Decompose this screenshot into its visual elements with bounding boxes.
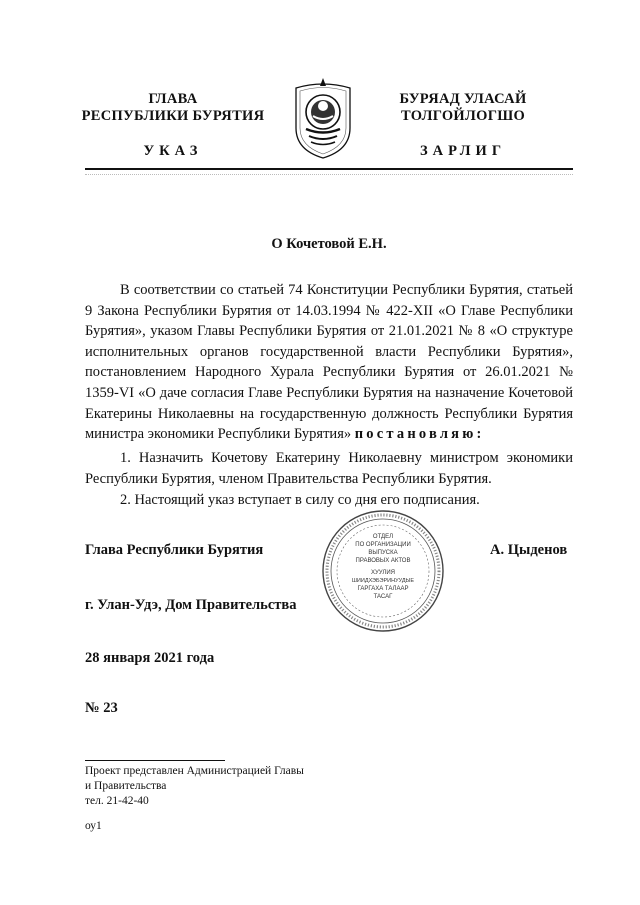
header-right-line2: ТОЛГОЙЛОГШО xyxy=(400,108,526,124)
doc-type-ru: УКАЗ xyxy=(143,143,203,159)
footnote xyxy=(85,764,304,809)
document-code: оу1 xyxy=(85,820,102,832)
decree-item-2: 2. Настоящий указ вступает в силу со дня его подписания. xyxy=(120,492,480,508)
stamp-line-8: ТАСАГ xyxy=(373,594,393,600)
header-left-block xyxy=(78,91,268,125)
signatory-name: А. Цыденов xyxy=(490,542,568,558)
header-right-line1: БУРЯАД УЛАСАЙ xyxy=(399,91,527,107)
stamp-line-7: ГАРГАХА ТАЛААР xyxy=(357,586,409,592)
document-title: О Кочетовой Е.Н. xyxy=(271,236,387,252)
header-divider xyxy=(85,168,573,170)
decree-number: № 23 xyxy=(85,700,118,716)
preamble-paragraph xyxy=(85,280,573,445)
footnote-line1: Проект представлен Администрацией Главы xyxy=(85,765,304,777)
header-left-line1: ГЛАВА xyxy=(148,91,198,107)
decree-word: постановляю: xyxy=(354,426,485,443)
buryatia-coat-of-arms-icon xyxy=(291,76,355,160)
official-round-stamp-icon xyxy=(320,508,446,634)
header-dotted-line xyxy=(85,174,573,176)
stamp-line-1: ОТДЕЛ xyxy=(372,534,394,540)
stamp-line-3: ВЫПУСКА xyxy=(368,550,398,556)
decree-item-1: 1. Назначить Кочетову Екатерину Николаевну министром экономики Республики Бурятия, членом Правительства Республики Бурятия. xyxy=(85,450,573,487)
footnote-line3: тел. 21-42-40 xyxy=(85,795,149,807)
stamp-line-4: ПРАВОВЫХ АКТОВ xyxy=(355,558,411,564)
doc-type-bur: ЗАРЛИГ xyxy=(419,143,507,159)
stamp-line-6: ШИИДХЭБЭРИНУУДЫЕ xyxy=(351,578,415,584)
signing-date: 28 января 2021 года xyxy=(85,650,215,666)
header-left-line2: РЕСПУБЛИКИ БУРЯТИЯ xyxy=(81,108,265,124)
signatory-position: Глава Республики Бурятия xyxy=(85,542,264,558)
stamp-line-5: ХУУЛИЯ xyxy=(370,570,396,576)
stamp-line-2: ПО ОРГАНИЗАЦИИ xyxy=(355,542,411,548)
footnote-line2: и Правительства xyxy=(85,780,167,792)
signing-place: г. Улан-Удэ, Дом Правительства xyxy=(85,597,297,613)
footnote-divider xyxy=(85,760,225,761)
header-right-block xyxy=(378,91,548,125)
preamble-text: В соответствии со статьей 74 Конституции Республики Бурятия, статьей 9 Закона Республики Бурятия от 14.03.1994 № 422-XII «О Главе Республики Бурятия», указом Главы Республики Бурятия от 21.01.2021 № 8 «О структуре исполнительных органов государственной власти Республики Бурятия», постановлением Народного Хурала Республики Бурятия от 26.01.2021 № 1359-VI «О даче согласия Главе Республики Бурятия на назначение Кочетовой Екатерины Николаевны на государственную должность Республики Бурятия министра экономики Республики Бурятия» xyxy=(85,282,573,443)
